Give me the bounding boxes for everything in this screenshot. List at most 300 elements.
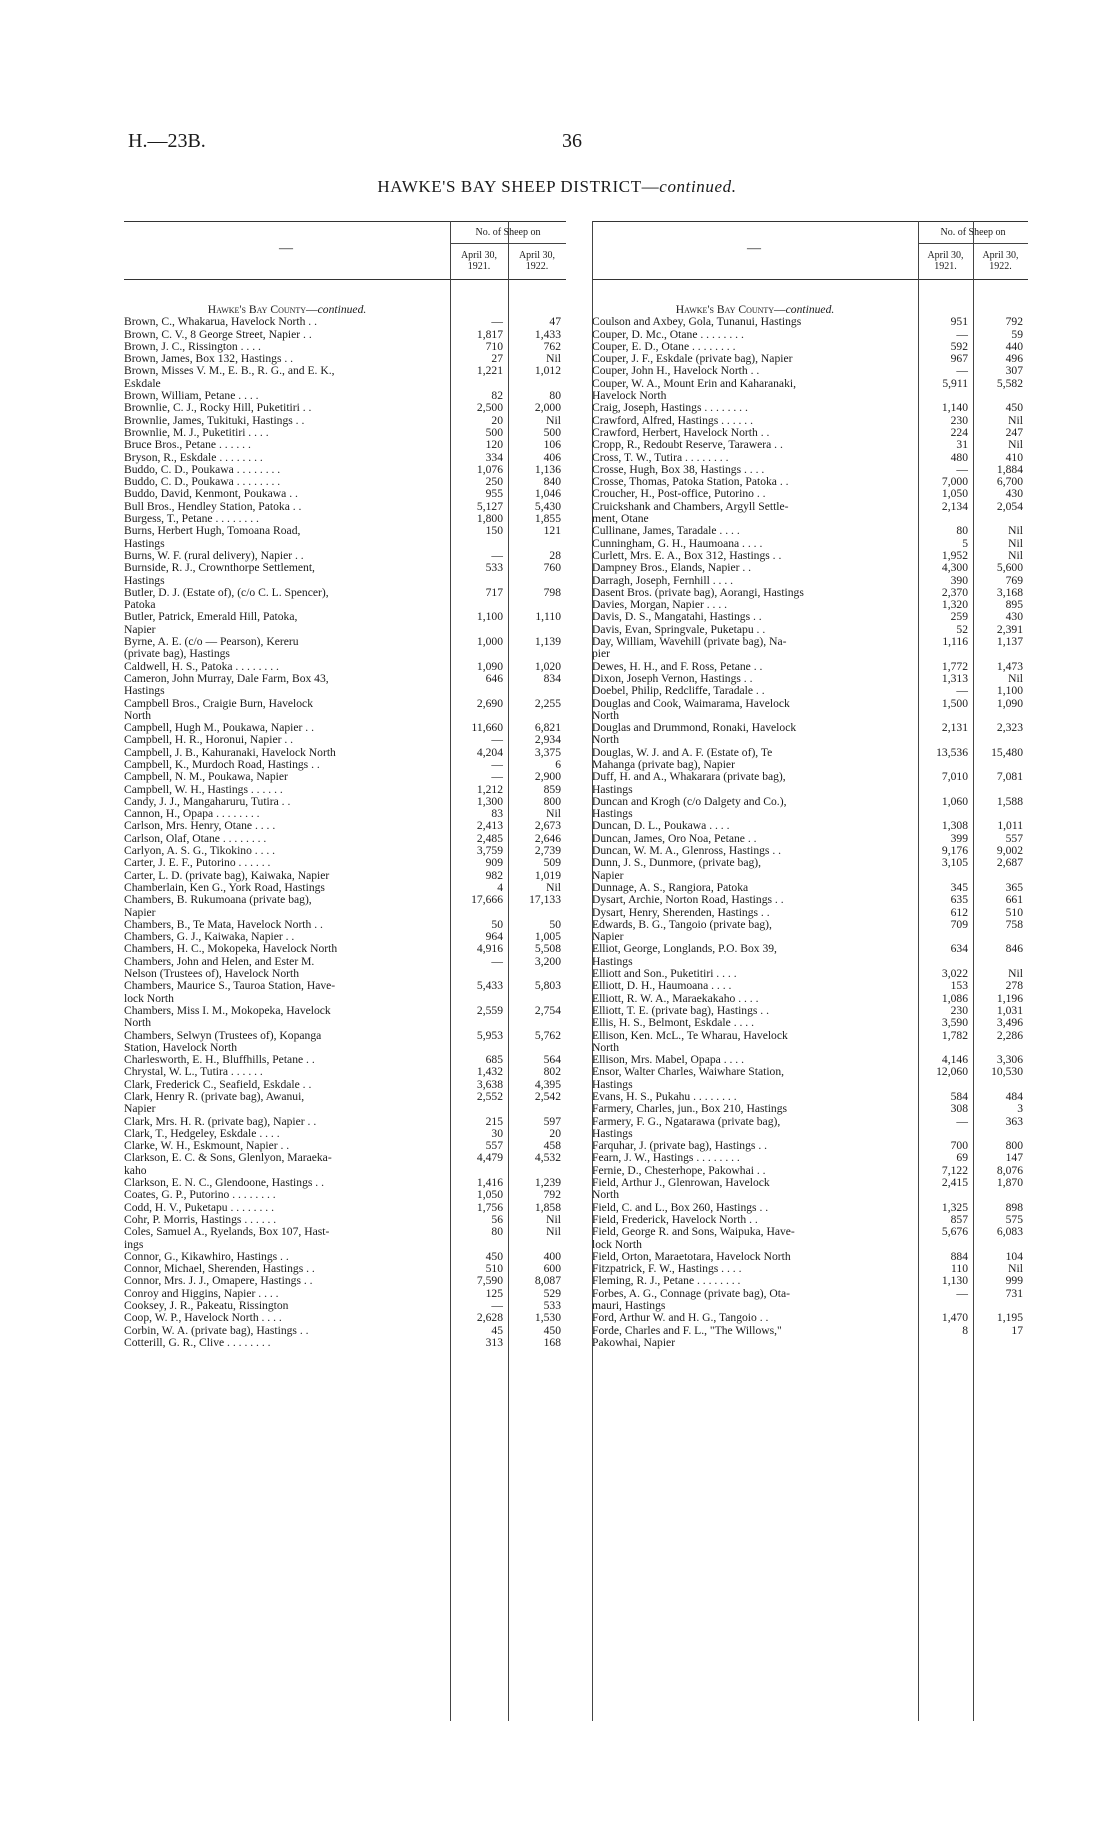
sheep-1921: 884	[950, 1249, 968, 1263]
sheep-1921: 2,413	[476, 819, 503, 833]
sheep-1922: 800	[1005, 1139, 1023, 1153]
table-row	[124, 943, 566, 955]
sheep-1922: 10,530	[991, 1065, 1023, 1079]
sheep-1922: 661	[1005, 893, 1023, 907]
sheep-1921: 2,415	[941, 1176, 968, 1190]
table-row	[124, 611, 566, 623]
table-row	[124, 1226, 566, 1238]
owner-name: Cropp, R., Redoubt Reserve, Tarawera . .	[592, 439, 783, 452]
sheep-1921: 967	[950, 352, 968, 366]
sheep-1921: 1,782	[941, 1028, 968, 1042]
sheep-1922: 4,395	[534, 1077, 561, 1091]
owner-name: Connor, Michael, Sherenden, Hastings . .	[124, 1263, 315, 1276]
sheep-1922: 168	[543, 1335, 561, 1349]
sheep-1921	[450, 575, 508, 587]
sheep-1921: 2,628	[476, 1311, 503, 1325]
sheep-1922: 400	[543, 1249, 561, 1263]
sheep-1922: Nil	[546, 352, 561, 366]
sheep-1922: 430	[1005, 487, 1023, 501]
table-row	[124, 439, 566, 451]
sheep-1922: 1,433	[534, 327, 561, 341]
sheep-1921: 955	[485, 487, 503, 501]
sheep-1921: 5,911	[942, 376, 968, 390]
owner-name: Brown, C., Whakarua, Havelock North . .	[124, 316, 317, 329]
owner-name: Forde, Charles and F. L., "The Willows,"	[592, 1324, 782, 1337]
table-row	[124, 562, 566, 574]
sheep-1921: 13,536	[936, 745, 968, 759]
table-row	[592, 1275, 1028, 1287]
owner-name: Davies, Morgan, Napier . . . .	[592, 599, 728, 612]
sheep-1921: 27	[491, 352, 503, 366]
owner-name: North	[592, 1041, 620, 1054]
sheep-1921: 646	[485, 671, 503, 685]
sheep-1921: 3,590	[941, 1016, 968, 1030]
owner-name: Fleming, R. J., Petane . . . . . . . .	[592, 1275, 741, 1288]
table-row	[124, 980, 566, 992]
sheep-1921: 2,559	[476, 1003, 503, 1017]
name-column-header: —	[747, 241, 761, 256]
table-row	[592, 1152, 1028, 1164]
sheep-1921: 857	[950, 1212, 968, 1226]
owner-name: Eskdale	[124, 377, 161, 390]
sheep-1921: 7,000	[941, 475, 968, 489]
owner-name: Doebel, Philip, Redcliffe, Taradale . .	[592, 685, 765, 698]
sheep-1921: 1,090	[476, 659, 503, 673]
sheep-1921: 7,122	[941, 1163, 968, 1177]
sheep-1921: —	[491, 733, 503, 747]
owner-name: Napier	[124, 1103, 156, 1116]
owner-name: Coop, W. P., Havelock North . . . .	[124, 1312, 282, 1325]
sheep-1922	[973, 1239, 1028, 1251]
owner-name: Campbell, K., Murdoch Road, Hastings . .	[124, 758, 320, 771]
sheep-1921: 313	[485, 1335, 503, 1349]
owner-name: Chambers, B. Rukumoana (private bag),	[124, 894, 312, 907]
sheep-1921: 2,134	[941, 499, 968, 513]
sheep-1921: 4,479	[476, 1151, 503, 1165]
owner-name: Couper, E. D., Otane . . . . . . . .	[592, 340, 736, 353]
sheep-1922: 247	[1005, 425, 1023, 439]
sheep-1921: 634	[950, 942, 968, 956]
sheep-count-group-header: No. of Sheep on	[940, 227, 1006, 238]
sheep-1922: 1,110	[535, 610, 561, 624]
sheep-1922: 1,031	[996, 1003, 1023, 1017]
owner-name: Butler, Patrick, Emerald Hill, Patoka,	[124, 611, 298, 624]
sheep-1921: 80	[491, 1225, 503, 1239]
sheep-1922: 1,473	[996, 659, 1023, 673]
sheep-1922: 2,000	[534, 401, 561, 415]
table-row	[592, 316, 1028, 328]
owner-name: Crawford, Herbert, Havelock North . .	[592, 426, 770, 439]
col-header-1921: April 30, 1921.	[460, 250, 498, 272]
sheep-1922: 5,600	[996, 561, 1023, 575]
sheep-1921: 150	[485, 524, 503, 538]
sheep-1921: —	[491, 548, 503, 562]
sheep-1921: 1,817	[476, 327, 503, 341]
title-suffix: continued.	[659, 177, 737, 196]
owner-name: Chambers, Selwyn (Trustees of), Kopanga	[124, 1029, 322, 1042]
owner-name: Chambers, G. J., Kaiwaka, Napier . .	[124, 931, 295, 944]
sheep-1921	[450, 648, 508, 660]
owner-name: Connor, G., Kikawhiro, Hastings . .	[124, 1250, 289, 1263]
sheep-1921: 1,325	[941, 1200, 968, 1214]
sheep-1922: 859	[543, 782, 561, 796]
owner-name: Havelock North	[592, 390, 667, 403]
sheep-1922: 1,239	[534, 1176, 561, 1190]
table-row	[124, 575, 566, 587]
sheep-1922: 121	[543, 524, 561, 538]
sheep-1921: 52	[956, 622, 968, 636]
table-row	[592, 378, 1028, 390]
owner-name: Ellis, H. S., Belmont, Eskdale . . . .	[592, 1017, 754, 1030]
table-row	[592, 1189, 1028, 1201]
owner-name: Coulson and Axbey, Gola, Tunanui, Hastings	[592, 316, 802, 329]
owner-name: Clark, Frederick C., Seafield, Eskdale . .	[124, 1078, 312, 1091]
sheep-1922: 484	[1005, 1090, 1023, 1103]
sheep-1922: 15,480	[991, 745, 1023, 759]
owner-name: ment, Otane	[592, 513, 649, 526]
owner-name: Davis, Evan, Springvale, Puketapu . .	[592, 623, 766, 636]
table-row	[592, 1325, 1028, 1337]
sheep-1922: 59	[1011, 327, 1023, 341]
sheep-1921: 110	[951, 1262, 968, 1276]
owner-name: Dampney Bros., Elands, Napier . .	[592, 562, 752, 575]
sheep-1922: 510	[1005, 905, 1023, 919]
sheep-1921: 717	[485, 585, 503, 599]
sheep-1922: 597	[543, 1114, 561, 1128]
owner-name: Chrystal, W. L., Tutira . . . . . .	[124, 1066, 263, 1079]
sheep-1922	[508, 1239, 566, 1251]
table-row	[592, 857, 1028, 869]
owner-name: Elliott, T. E. (private bag), Hastings . .	[592, 1004, 769, 1017]
owner-name: Douglas, W. J. and A. F. (Estate of), Te	[592, 746, 773, 759]
sheep-1922: 1,019	[534, 868, 561, 882]
sheep-1921: —	[491, 315, 503, 329]
table-row	[124, 1152, 566, 1164]
sheep-1922: Nil	[1008, 671, 1023, 685]
table-row	[592, 439, 1028, 451]
owner-name: Crosse, Thomas, Patoka Station, Patoka . .	[592, 476, 789, 489]
owner-name: Elliott, R. W. A., Maraekakaho . . . .	[592, 992, 759, 1005]
owner-name: Campbell, N. M., Poukawa, Napier	[124, 771, 288, 784]
owner-name: Douglas and Drummond, Ronaki, Havelock	[592, 722, 797, 735]
owner-name: Candy, J. J., Mangaharuru, Tutira . .	[124, 795, 291, 808]
sheep-1922: 2,900	[534, 770, 561, 784]
sheep-1921: 710	[485, 339, 503, 353]
sheep-1922: 3	[1017, 1102, 1023, 1116]
sheep-1922: 575	[1005, 1212, 1023, 1226]
sheep-1921: 1,130	[941, 1274, 968, 1288]
table-row	[124, 698, 566, 710]
owner-name: Coles, Samuel A., Ryelands, Box 107, Hast-	[124, 1226, 330, 1239]
table-row	[124, 956, 566, 968]
owner-name: Darragh, Joseph, Fernhill . . . .	[592, 574, 734, 587]
sheep-1921: 390	[950, 573, 968, 587]
owner-name: Carter, J. E. F., Putorino . . . . . .	[124, 857, 271, 870]
sheep-1921: 308	[950, 1102, 968, 1116]
sheep-1921: 56	[491, 1212, 503, 1226]
sheep-1922: 2,754	[534, 1003, 561, 1017]
sheep-1922: 147	[1005, 1151, 1023, 1165]
sheep-1922: 307	[1005, 364, 1023, 378]
owner-name: Burgess, T., Petane . . . . . . . .	[124, 513, 259, 526]
sheep-1921: 12,060	[936, 1065, 968, 1079]
sheep-1921: —	[956, 327, 968, 341]
table-row	[592, 907, 1028, 919]
sheep-1922: 278	[1005, 979, 1023, 993]
sheep-1921: 982	[485, 868, 503, 882]
sheep-1921: 8	[962, 1323, 968, 1337]
sheep-1922: 760	[543, 561, 561, 575]
owner-name: North	[124, 709, 152, 722]
owner-name: Elliott, D. H., Haumoana . . . .	[592, 980, 732, 993]
table-row	[592, 636, 1028, 648]
owner-name: Butler, D. J. (Estate of), (c/o C. L. Spencer),	[124, 586, 329, 599]
table-row	[592, 1103, 1028, 1115]
sheep-1921: 20	[491, 413, 503, 427]
sheep-1921: 635	[950, 893, 968, 907]
sheep-1921: 1,416	[476, 1176, 503, 1190]
sheep-1921: 399	[950, 831, 968, 845]
owner-name: Napier	[124, 906, 156, 919]
sheep-1922: 5,582	[996, 376, 1023, 390]
table-row	[592, 1288, 1028, 1300]
sheep-1922: 1,139	[534, 635, 561, 649]
sheep-1921: 125	[485, 1286, 503, 1300]
table-row	[124, 1337, 566, 1349]
sheep-1922: 1,196	[996, 991, 1023, 1005]
owner-name: mauri, Hastings	[592, 1300, 666, 1313]
sheep-1922: 500	[543, 425, 561, 439]
sheep-1921: 2,552	[476, 1090, 503, 1103]
sheep-1922: 5,762	[534, 1028, 561, 1042]
sheep-1921: 1,212	[476, 782, 503, 796]
sheep-1921: 3,759	[476, 844, 503, 858]
sheep-1921: 964	[485, 930, 503, 944]
owner-name: Clark, Henry R. (private bag), Awanui,	[124, 1091, 305, 1103]
sheep-count-group-header: No. of Sheep on	[475, 227, 541, 238]
sheep-1922: 2,646	[534, 831, 561, 845]
owner-name: lock North	[592, 1238, 642, 1251]
sheep-1922: Nil	[1008, 524, 1023, 538]
owner-name: Farmery, Charles, jun., Box 210, Hastings	[592, 1103, 788, 1116]
owner-name: Brown, Misses V. M., E. B., R. G., and E. K.,	[124, 365, 335, 378]
sheep-1922: 1,011	[997, 819, 1023, 833]
sheep-1921	[450, 1103, 508, 1115]
sheep-1922	[973, 648, 1028, 660]
owner-name: Duncan, D. L., Poukawa . . . .	[592, 820, 730, 833]
owner-name: Clark, Mrs. H. R. (private bag), Napier . .	[124, 1115, 317, 1128]
owner-name: Connor, Mrs. J. J., Omapere, Hastings . .	[124, 1275, 313, 1288]
owner-name: Fitzpatrick, F. W., Hastings . . . .	[592, 1263, 742, 1276]
sheep-1921	[450, 1017, 508, 1029]
sheep-1922: 529	[543, 1286, 561, 1300]
sheep-1921: —	[956, 1114, 968, 1128]
table-row	[124, 316, 566, 328]
sheep-1921: 1,772	[941, 659, 968, 673]
table-row	[124, 673, 566, 685]
owner-name: Burns, W. F. (rural delivery), Napier . .	[124, 549, 304, 562]
table-row	[592, 1239, 1028, 1251]
owner-name: Cooksey, J. R., Pakeatu, Rissington	[124, 1300, 289, 1313]
sheep-1922: 1,090	[996, 696, 1023, 710]
sheep-1922: 2,286	[996, 1028, 1023, 1042]
sheep-1922: 2,054	[996, 499, 1023, 513]
sheep-1922: 450	[1005, 401, 1023, 415]
owner-name: Codd, H. V., Puketapu . . . . . . . .	[124, 1201, 274, 1214]
owner-name: Chambers, Maurice S., Tauroa Station, Have-	[124, 980, 336, 993]
sheep-1921: 5,433	[476, 979, 503, 993]
owner-name: Campbell, J. B., Kahuranaki, Havelock North	[124, 746, 336, 759]
owner-name: North	[592, 734, 620, 747]
table-row	[124, 1103, 566, 1115]
page-ref: H.—23B.	[128, 130, 206, 152]
group-header-rule	[450, 243, 566, 244]
table-row	[592, 402, 1028, 414]
sheep-1922: 1,136	[534, 462, 561, 476]
sheep-1921: 1,432	[476, 1065, 503, 1079]
sheep-1921: 224	[950, 425, 968, 439]
sheep-1921: 1,320	[941, 598, 968, 612]
sheep-1922: 3,496	[996, 1016, 1023, 1030]
sheep-1921: 3,105	[941, 856, 968, 870]
owner-name: Brownlie, C. J., Rocky Hill, Puketitiri . .	[124, 402, 312, 415]
sheep-1922	[508, 685, 566, 697]
table-row	[124, 734, 566, 746]
owner-name: Clarkson, E. C. & Sons, Glenlyon, Maraeka-	[124, 1152, 332, 1165]
table-row	[592, 796, 1028, 808]
owner-name: Couper, J. F., Eskdale (private bag), Napier	[592, 353, 793, 366]
table-row	[124, 820, 566, 832]
owner-name: Chamberlain, Ken G., York Road, Hastings	[124, 881, 325, 894]
sheep-1921: 533	[485, 561, 503, 575]
sheep-1921: 1,470	[941, 1311, 968, 1325]
owner-name: Brown, James, Box 132, Hastings . .	[124, 353, 294, 366]
sheep-1922: 895	[1005, 598, 1023, 612]
sheep-1922: 1,195	[996, 1311, 1023, 1325]
sheep-1921: 7,010	[941, 770, 968, 784]
sheep-1921: —	[491, 1299, 503, 1313]
sheep-1922: 458	[543, 1139, 561, 1153]
table-row	[124, 894, 566, 906]
sheep-1921: —	[956, 462, 968, 476]
sheep-1921: 909	[485, 856, 503, 870]
owner-name: Napier	[592, 869, 624, 882]
sheep-1922: 3,168	[996, 585, 1023, 599]
sheep-1922: 47	[549, 315, 561, 329]
sheep-1921	[918, 1337, 973, 1349]
sheep-1921: 3,022	[941, 967, 968, 981]
owner-name: Dixon, Joseph Vernon, Hastings . .	[592, 672, 753, 685]
right-table	[592, 221, 1028, 1721]
sheep-1922: 3,375	[534, 745, 561, 759]
sheep-1921: 1,050	[941, 487, 968, 501]
owner-name: Carlson, Olaf, Otane . . . . . . . .	[124, 832, 267, 845]
owner-name: Dewes, H. H., and F. Ross, Petane . .	[592, 660, 763, 673]
owner-name: Bruce Bros., Petane . . . . . .	[124, 439, 251, 452]
sheep-1921: 700	[950, 1139, 968, 1153]
sheep-1922: 2,323	[996, 721, 1023, 735]
sheep-1921: 1,086	[941, 991, 968, 1005]
owner-name: Dunnage, A. S., Rangiora, Patoka	[592, 881, 749, 894]
table-row	[124, 685, 566, 697]
table-row	[592, 820, 1028, 832]
sheep-1921: 230	[950, 413, 968, 427]
owner-name: Buddo, David, Kenmont, Poukawa . .	[124, 488, 298, 501]
sheep-1922: 440	[1005, 339, 1023, 353]
owner-name: North	[592, 1189, 620, 1202]
sheep-1922: 792	[1005, 315, 1023, 329]
section-title: Hawke's Bay County—continued.	[675, 303, 835, 316]
page-title	[0, 177, 1114, 197]
sheep-1921: 2,131	[941, 721, 968, 735]
table-row	[124, 402, 566, 414]
owner-name: Cotterill, G. R., Clive . . . . . . . .	[124, 1336, 271, 1349]
sheep-1921: 1,308	[941, 819, 968, 833]
sheep-1921: —	[491, 954, 503, 968]
table-row	[592, 722, 1028, 734]
sheep-1921: —	[491, 770, 503, 784]
owner-name: Cannon, H., Opapa . . . . . . . .	[124, 808, 260, 821]
owner-name: Brown, C. V., 8 George Street, Napier . .	[124, 328, 312, 341]
owner-name: Couper, W. A., Mount Erin and Kaharanaki,	[592, 377, 796, 390]
page-number: 36	[562, 130, 582, 152]
sheep-1921: 11,660	[471, 721, 503, 735]
group-header-rule	[918, 243, 1028, 244]
owner-name: Chambers, John and Helen, and Ester M.	[124, 955, 315, 968]
owner-name: Cross, T. W., Tutira . . . . . . . .	[592, 451, 729, 464]
owner-name: Hastings	[124, 685, 165, 698]
table-row	[592, 648, 1028, 660]
sheep-1922	[508, 1103, 566, 1115]
sheep-1922: 3,306	[996, 1053, 1023, 1067]
sheep-1921: 31	[956, 438, 968, 452]
sheep-1921: 45	[491, 1323, 503, 1337]
sheep-1921: 1,800	[476, 512, 503, 526]
owner-name: Coates, G. P., Putorino . . . . . . . .	[124, 1189, 276, 1202]
sheep-1922: 28	[549, 548, 561, 562]
owner-name: Campbell, W. H., Hastings . . . . . .	[124, 783, 283, 796]
table-row	[592, 734, 1028, 746]
table-row	[592, 980, 1028, 992]
sheep-1921: 1,756	[476, 1200, 503, 1214]
owner-name: Campbell Bros., Craigie Burn, Havelock	[124, 697, 314, 710]
owner-name: Cunningham, G. H., Haumoana . . . .	[592, 537, 763, 550]
sheep-1922: 430	[1005, 610, 1023, 624]
sheep-1922: 898	[1005, 1200, 1023, 1214]
sheep-1921: 2,485	[476, 831, 503, 845]
sheep-1922: 2,934	[534, 733, 561, 747]
owner-name: Chambers, H. C., Mokopeka, Havelock North	[124, 943, 338, 956]
table-row	[124, 488, 566, 500]
sheep-1921: 1,060	[941, 794, 968, 808]
sheep-1922: 410	[1005, 450, 1023, 464]
owner-name: Ensor, Walter Charles, Waiwhare Station,	[592, 1066, 785, 1079]
owner-name: Couper, John H., Havelock North . .	[592, 365, 760, 378]
owner-name: Field, Orton, Maraetotara, Havelock North	[592, 1250, 791, 1263]
owner-name: Hastings	[124, 574, 165, 587]
owner-name: Croucher, H., Post-office, Putorino . .	[592, 488, 766, 501]
sheep-1921: 1,116	[942, 635, 968, 649]
owner-name: Fernie, D., Chesterhope, Pakowhai . .	[592, 1164, 766, 1177]
sheep-1922: 600	[543, 1262, 561, 1276]
sheep-1922: 363	[1005, 1114, 1023, 1128]
sheep-1921: 1,100	[476, 610, 503, 624]
sheep-1922	[508, 907, 566, 919]
sheep-1921: 80	[956, 524, 968, 538]
table-row	[592, 611, 1028, 623]
sheep-1921: 500	[485, 425, 503, 439]
owner-name: Brownlie, James, Tukituki, Hastings . .	[124, 414, 305, 427]
